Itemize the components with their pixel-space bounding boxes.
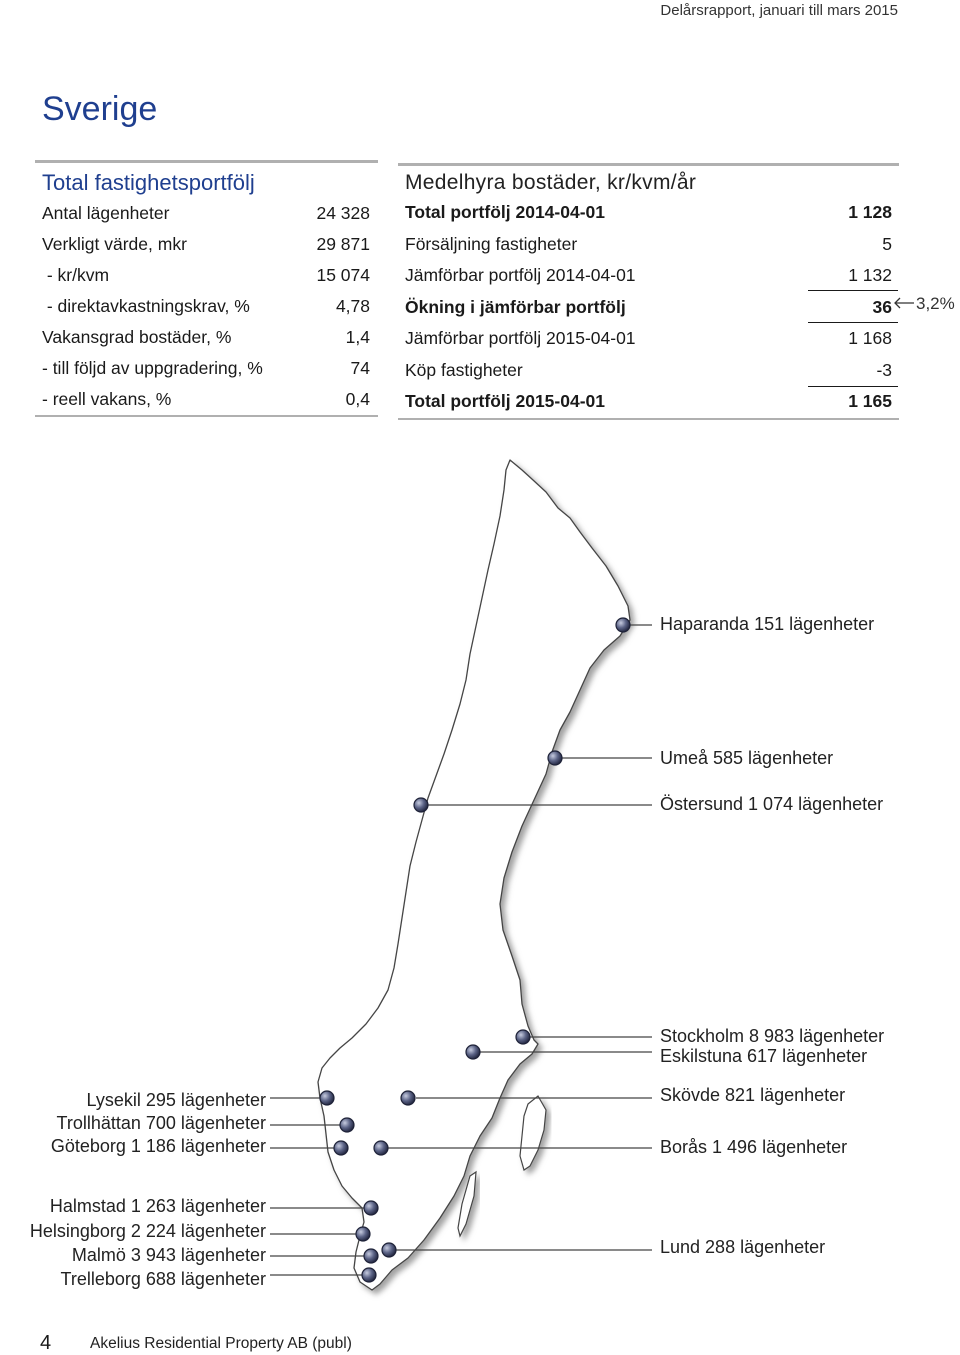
label-lund: Lund 288 lägenheter [660, 1237, 826, 1257]
label-lysekil: Lysekil 295 lägenheter [86, 1090, 266, 1110]
rent-table-title: Medelhyra bostäder, kr/kvm/år [405, 171, 697, 194]
marker-haparanda [616, 618, 630, 632]
marker-lysekil [320, 1091, 334, 1105]
marker-stockholm [516, 1030, 530, 1044]
marker-boras [374, 1141, 388, 1155]
marker-goteborg [334, 1141, 348, 1155]
table-row: Jämförbar portfölj 2015-04-01 1 168 [405, 328, 892, 349]
label-umea: Umeå 585 lägenheter [660, 748, 834, 768]
marker-skovde [401, 1091, 415, 1105]
portfolio-table-title: Total fastighetsportfölj [42, 170, 255, 195]
table-row: - reell vakans, % 0,4 [42, 389, 370, 409]
table-row: Köp fastigheter -3 [405, 359, 892, 380]
label-malmo: Malmö 3 943 lägenheter [71, 1245, 266, 1265]
footer-company: Akelius Residential Property AB (publ) [90, 1335, 352, 1352]
label-skovde: Skövde 821 lägenheter [660, 1085, 846, 1105]
label-goteborg: Göteborg 1 186 lägenheter [50, 1136, 266, 1156]
marker-trollhattan [340, 1118, 354, 1132]
marker-halmstad [364, 1201, 378, 1215]
label-haparanda: Haparanda 151 lägenheter [660, 614, 875, 634]
marker-eskilstuna [466, 1045, 480, 1059]
marker-trelleborg [362, 1268, 376, 1282]
table-row: Verkligt värde, mkr 29 871 [42, 234, 370, 254]
table-row: Vakansgrad bostäder, % 1,4 [42, 327, 370, 347]
report-title: Delårsrapport, januari till mars 2015 [660, 2, 898, 19]
table-row: - direktavkastningskrav, % 4,78 [42, 296, 370, 316]
label-halmstad: Halmstad 1 263 lägenheter [49, 1196, 266, 1216]
label-trollhattan: Trollhättan 700 lägenheter [56, 1113, 266, 1133]
label-helsingborg: Helsingborg 2 224 lägenheter [29, 1221, 266, 1241]
table-row: - kr/kvm 15 074 [42, 265, 370, 285]
label-stockholm: Stockholm 8 983 lägenheter [660, 1026, 885, 1046]
table-row: - till följd av uppgradering, % 74 [42, 358, 370, 378]
table-row: Försäljning fastigheter 5 [405, 233, 892, 254]
increase-percent: 3,2% [916, 294, 955, 313]
table-row: Antal lägenheter 24 328 [42, 203, 370, 223]
marker-ostersund [414, 798, 428, 812]
page-number: 4 [40, 1332, 52, 1354]
page-title: Sverige [42, 90, 158, 128]
marker-umea [548, 751, 562, 765]
marker-malmo [364, 1249, 378, 1263]
table-row: Ökning i jämförbar portfölj 36 [405, 296, 892, 317]
marker-helsingborg [356, 1227, 370, 1241]
label-eskilstuna: Eskilstuna 617 lägenheter [660, 1046, 868, 1066]
table-row: Jämförbar portfölj 2014-04-01 1 132 [405, 265, 892, 286]
table-row: Total portfölj 2015-04-01 1 165 [405, 391, 892, 412]
label-ostersund: Östersund 1 074 lägenheter [660, 794, 884, 814]
marker-lund [382, 1243, 396, 1257]
label-trelleborg: Trelleborg 688 lägenheter [60, 1269, 266, 1289]
table-row: Total portfölj 2014-04-01 1 128 [405, 202, 892, 223]
label-boras: Borås 1 496 lägenheter [660, 1137, 848, 1157]
